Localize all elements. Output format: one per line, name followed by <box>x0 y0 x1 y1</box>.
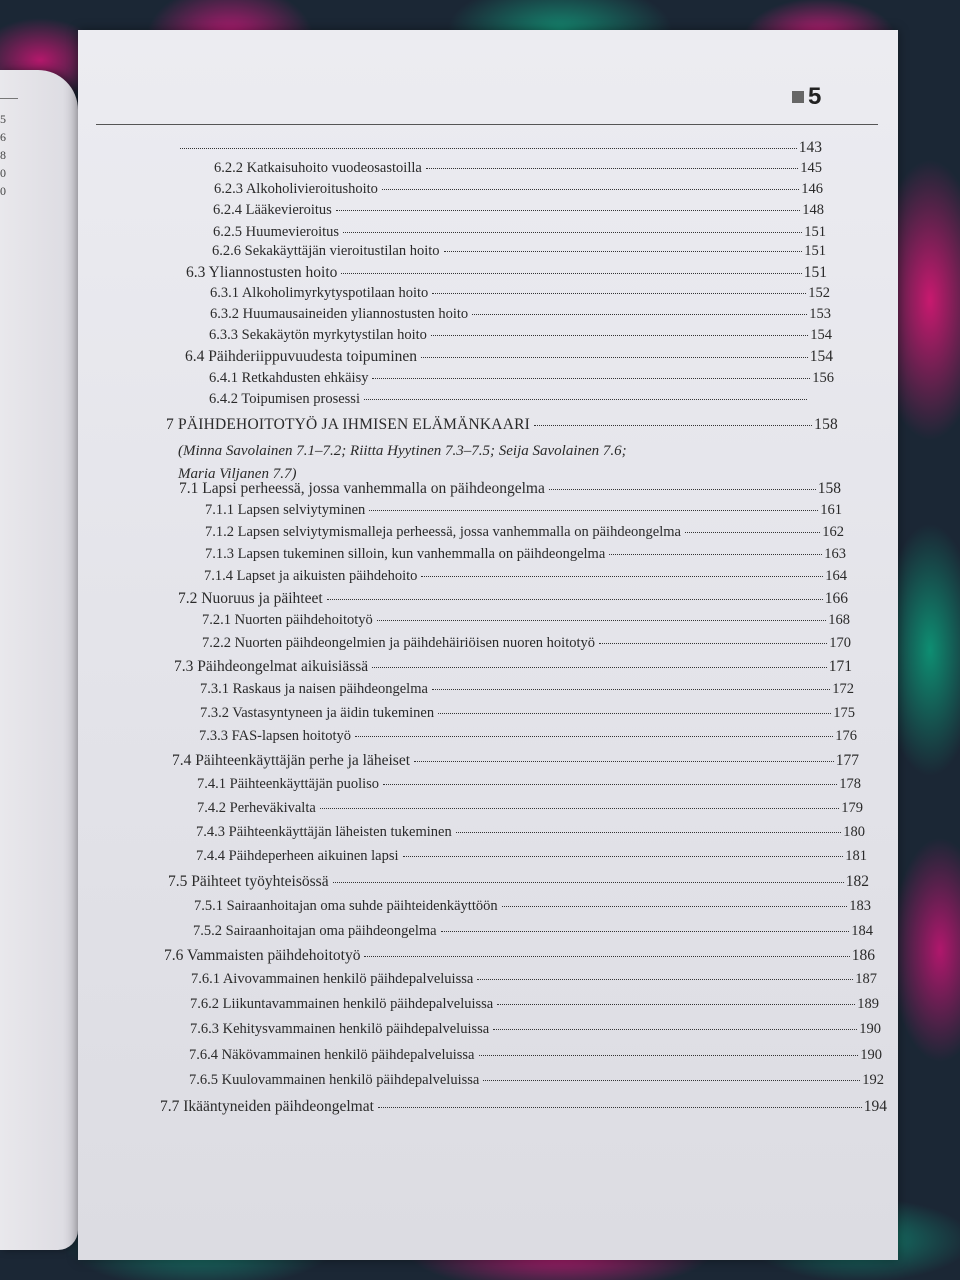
leader-dots <box>382 189 799 190</box>
toc-page: 151 <box>804 224 826 240</box>
toc-page: 180 <box>843 824 865 840</box>
toc-row <box>199 728 857 745</box>
toc-page: 156 <box>812 370 834 386</box>
toc-row <box>186 264 827 282</box>
leader-dots <box>372 667 827 668</box>
toc-title: 7.3.1 Raskaus ja naisen päihdeongelma <box>200 681 428 697</box>
toc-row <box>209 327 832 344</box>
left-page-digit: 0 <box>0 184 6 198</box>
toc-title: 6.4.2 Toipumisen prosessi <box>209 391 360 407</box>
toc-page: 158 <box>814 416 838 433</box>
left-page-page-numbers <box>0 110 6 200</box>
toc-page: 190 <box>859 1021 881 1037</box>
leader-dots <box>320 808 839 809</box>
leader-dots <box>403 856 844 857</box>
toc-page: 177 <box>835 752 859 769</box>
toc-page: 158 <box>817 480 841 497</box>
toc-page: 162 <box>822 524 844 540</box>
leader-dots <box>372 378 810 379</box>
toc-title: 6.2.2 Katkaisuhoito vuodeosastoilla <box>214 160 422 176</box>
leader-dots <box>383 784 837 785</box>
toc-row <box>190 1021 881 1038</box>
toc-page: 151 <box>804 243 826 259</box>
leader-dots <box>599 643 827 644</box>
toc-row <box>210 306 831 323</box>
toc-page: 161 <box>820 502 842 518</box>
toc-row <box>202 612 850 629</box>
toc-title: 6.4.1 Retkahdusten ehkäisy <box>209 370 369 386</box>
toc-page: 170 <box>829 635 851 651</box>
toc-title: 7.5.2 Sairaanhoitajan oma päihdeongelma <box>193 923 437 939</box>
toc-page: 194 <box>863 1098 887 1115</box>
toc-row <box>214 160 822 177</box>
toc-row <box>189 1047 882 1064</box>
toc-title: 7.2 Nuoruus ja päihteet <box>178 590 323 607</box>
leader-dots <box>378 1107 862 1108</box>
leader-dots <box>534 425 812 426</box>
toc-page: 184 <box>851 923 873 939</box>
toc-row <box>205 546 846 563</box>
toc-page: 152 <box>808 285 830 301</box>
toc-page: 143 <box>798 139 822 156</box>
toc-page: 145 <box>800 160 822 176</box>
toc-page: 171 <box>828 658 852 675</box>
toc-title: 6.3.2 Huumausaineiden yliannostusten hoito <box>210 306 469 322</box>
toc-title: 6.2.6 Sekakäyttäjän vieroitustilan hoito <box>212 243 440 259</box>
leader-dots <box>477 979 853 980</box>
authors-line: Maria Viljanen 7.7) <box>178 466 297 482</box>
toc-title: 7.5 Päihteet työyhteisössä <box>168 873 329 890</box>
leader-dots <box>341 273 801 274</box>
toc-page: 146 <box>801 181 823 197</box>
toc-row <box>185 348 833 366</box>
leader-dots <box>355 736 833 737</box>
leader-dots <box>431 335 808 336</box>
leader-dots <box>421 357 808 358</box>
toc-row <box>209 391 809 408</box>
toc-page: 187 <box>855 971 877 987</box>
toc-title: 7.6.1 Aivovammainen henkilö päihdepalveluissa <box>191 971 474 987</box>
toc-page: 192 <box>862 1072 884 1088</box>
toc-title: 7.3 Päihdeongelmat aikuisiässä <box>174 658 369 675</box>
leader-dots <box>426 168 798 169</box>
toc-row <box>197 800 863 817</box>
toc-page: 148 <box>802 202 824 218</box>
toc-row <box>212 243 826 260</box>
toc-page: 166 <box>824 590 848 607</box>
leader-dots <box>432 689 830 690</box>
toc-row <box>214 181 823 198</box>
toc-title: 6.4 Päihderiippuvuudesta toipuminen <box>185 348 418 365</box>
toc-title: 7.6 Vammaisten päihdehoitotyö <box>164 947 361 964</box>
toc-chapter-row <box>166 416 838 434</box>
toc-title: 7.6.2 Liikuntavammainen henkilö päihdepalveluissa <box>190 996 494 1012</box>
toc-page: 189 <box>857 996 879 1012</box>
toc-row <box>202 635 851 652</box>
toc-page: 151 <box>803 264 827 281</box>
toc-row <box>190 996 879 1013</box>
leader-dots <box>493 1029 857 1030</box>
leader-dots <box>441 931 850 932</box>
toc-row <box>196 848 867 865</box>
left-page-digit: 0 <box>0 166 6 180</box>
toc-row <box>213 224 826 241</box>
toc-title: 7.6.5 Kuulovammainen henkilö päihdepalveluissa <box>189 1072 480 1088</box>
leader-dots <box>414 761 834 762</box>
toc-page: 163 <box>824 546 846 562</box>
toc-row <box>164 947 875 965</box>
toc-row <box>189 1072 884 1089</box>
toc-row <box>174 658 852 676</box>
leader-dots <box>497 1004 855 1005</box>
leader-dots <box>364 399 807 400</box>
toc-row <box>196 824 865 841</box>
toc-page: 154 <box>809 348 833 365</box>
toc-page: 153 <box>809 306 831 322</box>
header-rule <box>96 124 878 125</box>
toc-row <box>213 202 824 219</box>
leader-dots <box>502 906 848 907</box>
toc-row <box>205 502 842 519</box>
page-number-text: 5 <box>808 83 822 110</box>
toc-title: 7.6.4 Näkövammainen henkilö päihdepalveluissa <box>189 1047 475 1063</box>
toc-title: 6.3.3 Sekakäytön myrkytystilan hoito <box>209 327 427 343</box>
toc-page: 168 <box>828 612 850 628</box>
leader-dots <box>549 489 816 490</box>
toc-row <box>209 370 834 387</box>
toc-page: 179 <box>841 800 863 816</box>
page-number <box>792 84 821 110</box>
leader-dots <box>333 882 844 883</box>
toc-title: 7.4.2 Perheväkivalta <box>197 800 316 816</box>
left-page-digit: 6 <box>0 130 6 144</box>
toc-page: 182 <box>845 873 869 890</box>
toc-row <box>191 971 877 988</box>
toc-title: 7.4 Päihteenkäyttäjän perhe ja läheiset <box>172 752 411 769</box>
toc-title: 7 PÄIHDEHOITOTYÖ JA IHMISEN ELÄMÄNKAARI <box>166 416 530 433</box>
toc-title: 7.2.2 Nuorten päihdeongelmien ja päihdehäiriöisen nuoren hoitotyö <box>202 635 596 651</box>
toc-row <box>172 752 859 770</box>
toc-row <box>197 776 861 793</box>
leader-dots <box>369 510 818 511</box>
leader-dots <box>343 232 802 233</box>
toc-title: 7.1.3 Lapsen tukeminen silloin, kun vanhemmalla on päihdeongelma <box>205 546 606 562</box>
leader-dots <box>421 576 823 577</box>
toc-page: 178 <box>839 776 861 792</box>
toc-page: 176 <box>835 728 857 744</box>
toc-title: 7.4.3 Päihteenkäyttäjän läheisten tukeminen <box>196 824 452 840</box>
leader-dots <box>472 314 807 315</box>
toc-row <box>179 480 841 498</box>
toc-row <box>176 139 822 157</box>
leader-dots <box>327 599 823 600</box>
toc-page: 183 <box>849 898 871 914</box>
left-page-rule <box>0 98 18 99</box>
toc-row <box>160 1098 887 1116</box>
leader-dots <box>364 956 849 957</box>
toc-title: 7.5.1 Sairaanhoitajan oma suhde päihteidenkäyttöön <box>194 898 498 914</box>
toc-title: 7.2.1 Nuorten päihdehoitotyö <box>202 612 373 628</box>
leader-dots <box>609 554 822 555</box>
toc-title: 7.4.1 Päihteenkäyttäjän puoliso <box>197 776 380 792</box>
toc-title: 7.3.2 Vastasyntyneen ja äidin tukeminen <box>200 705 435 721</box>
toc-title: 7.4.4 Päihdeperheen aikuinen lapsi <box>196 848 399 864</box>
toc-page: 181 <box>845 848 867 864</box>
toc-title: 7.3.3 FAS-lapsen hoitotyö <box>199 728 351 744</box>
toc-row <box>193 923 873 940</box>
toc-title: 6.3.1 Alkoholimyrkytyspotilaan hoito <box>210 285 429 301</box>
toc-row <box>210 285 830 302</box>
toc-row <box>168 873 869 891</box>
leader-dots <box>444 251 803 252</box>
toc-page: 175 <box>833 705 855 721</box>
leader-dots <box>336 210 800 211</box>
toc-row <box>205 524 844 541</box>
toc-title: 7.1.2 Lapsen selviytymismalleja perheessä, jossa vanhemmalla on päihdeongelma <box>205 524 681 540</box>
leader-dots <box>432 293 806 294</box>
toc-row <box>178 590 848 608</box>
toc-title: 6.2.5 Huumevieroitus <box>213 224 340 240</box>
leader-dots <box>479 1055 859 1056</box>
left-page-digit: 8 <box>0 148 6 162</box>
left-page-edge <box>0 70 78 1250</box>
toc-page: 154 <box>810 327 832 343</box>
toc-row <box>204 568 847 585</box>
toc-title: 6.3 Yliannostusten hoito <box>186 264 338 281</box>
toc-title: 7.6.3 Kehitysvammainen henkilö päihdepalveluissa <box>190 1021 490 1037</box>
leader-dots <box>483 1080 860 1081</box>
toc-row <box>200 681 854 698</box>
toc-title: 7.1.4 Lapset ja aikuisten päihdehoito <box>204 568 418 584</box>
toc-page: 186 <box>851 947 875 964</box>
leader-dots <box>377 620 826 621</box>
toc-title: 6.2.3 Alkoholivieroitushoito <box>214 181 378 197</box>
authors-line: (Minna Savolainen 7.1–7.2; Riitta Hyytinen 7.3–7.5; Seija Savolainen 7.6; <box>178 443 627 459</box>
toc-title: 6.2.4 Lääkevieroitus <box>213 202 332 218</box>
toc-page: 164 <box>825 568 847 584</box>
toc-row <box>194 898 871 915</box>
toc-title: 7.1 Lapsi perheessä, jossa vanhemmalla on päihdeongelma <box>179 480 545 497</box>
toc-title: 7.7 Ikääntyneiden päihdeongelmat <box>160 1098 374 1115</box>
toc-page: 190 <box>860 1047 882 1063</box>
leader-dots <box>685 532 820 533</box>
page-marker-icon <box>792 91 804 103</box>
toc-page: 172 <box>832 681 854 697</box>
toc-row <box>200 705 855 722</box>
left-page-digit: 5 <box>0 112 6 126</box>
leader-dots <box>438 713 831 714</box>
toc-title: 7.1.1 Lapsen selviytyminen <box>205 502 366 518</box>
leader-dots <box>180 148 797 149</box>
leader-dots <box>456 832 842 833</box>
